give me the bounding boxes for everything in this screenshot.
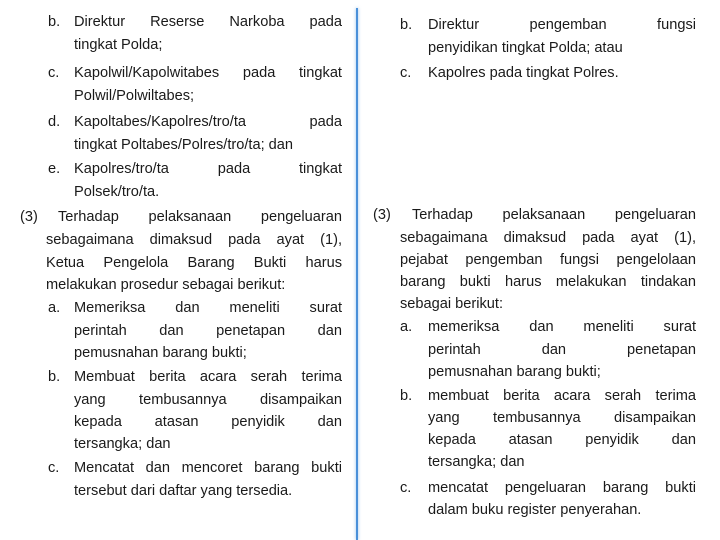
list-marker: a. <box>48 300 61 316</box>
list-item-text: Memeriksa dan meneliti surat <box>74 300 342 316</box>
list-item-text: tingkat Polda; <box>74 37 163 53</box>
list-marker: b. <box>48 14 61 30</box>
paragraph-text: pejabat pengemban fungsi pengelolaan <box>400 252 696 268</box>
list-item-text: pemusnahan barang bukti; <box>74 345 247 361</box>
list-item-text: membuat berita acara serah terima <box>428 388 696 404</box>
list-marker: b. <box>400 17 413 33</box>
list-item-text: tingkat Poltabes/Polres/tro/ta; dan <box>74 137 294 153</box>
list-item-text: tersangka; dan <box>74 436 171 452</box>
list-item-text: Kapolres/tro/ta pada tingkat <box>74 161 342 177</box>
list-marker: b. <box>400 388 413 404</box>
paragraph-text: Terhadap pelaksanaan pengeluaran <box>58 209 342 225</box>
list-marker: e. <box>48 161 61 177</box>
list-item-text: Kapolwil/Kapolwitabes pada tingkat <box>74 65 342 81</box>
list-item-text: Membuat berita acara serah terima <box>74 369 342 385</box>
paragraph-text: sebagaimana dimaksud pada ayat (1), <box>46 232 342 248</box>
paragraph-text: melakukan prosedur sebagai berikut: <box>46 277 286 293</box>
list-item-text: Direktur pengemban fungsi <box>428 17 696 33</box>
paragraph-text: Terhadap pelaksanaan pengeluaran <box>412 207 696 223</box>
paragraph-text: Ketua Pengelola Barang Bukti harus <box>46 255 342 271</box>
paragraph-text: sebagai berikut: <box>400 296 504 312</box>
paragraph-marker: (3) <box>20 209 38 225</box>
list-marker: a. <box>400 319 413 335</box>
list-marker: c. <box>400 65 412 81</box>
list-item-text: Polsek/tro/ta. <box>74 184 160 200</box>
list-item-text: Mencatat dan mencoret barang bukti <box>74 460 342 476</box>
list-item-text: Direktur Reserse Narkoba pada <box>74 14 342 30</box>
list-item-text: penyidikan tingkat Polda; atau <box>428 40 623 56</box>
paragraph-marker: (3) <box>373 207 391 223</box>
list-item-text: Kapoltabes/Kapolres/tro/ta pada <box>74 114 342 130</box>
list-item-text: tersangka; dan <box>428 454 525 470</box>
list-item-text: pemusnahan barang bukti; <box>428 364 601 380</box>
paragraph-text: sebagaimana dimaksud pada ayat (1), <box>400 230 696 246</box>
list-item-text: perintah dan penetapan <box>428 342 696 358</box>
list-item-text: dalam buku register penyerahan. <box>428 502 642 518</box>
paragraph-text: barang bukti harus melakukan tindakan <box>400 274 696 290</box>
list-marker: c. <box>48 460 60 476</box>
list-item-text: kepada atasan penyidik dan <box>428 432 696 448</box>
list-item-text: yang tembusannya disampaikan <box>428 410 696 426</box>
list-marker: d. <box>48 114 61 130</box>
list-item-text: memeriksa dan meneliti surat <box>428 319 696 335</box>
column-divider <box>356 8 358 540</box>
list-item-text: Kapolres pada tingkat Polres. <box>428 65 619 81</box>
list-item-text: perintah dan penetapan dan <box>74 323 342 339</box>
list-marker: b. <box>48 369 61 385</box>
list-item-text: mencatat pengeluaran barang bukti <box>428 480 696 496</box>
list-item-text: kepada atasan penyidik dan <box>74 414 342 430</box>
list-marker: c. <box>48 65 60 81</box>
list-item-text: yang tembusannya disampaikan <box>74 392 342 408</box>
list-item-text: tersebut dari daftar yang tersedia. <box>74 483 293 499</box>
list-item-text: Polwil/Polwiltabes; <box>74 88 195 104</box>
list-marker: c. <box>400 480 412 496</box>
